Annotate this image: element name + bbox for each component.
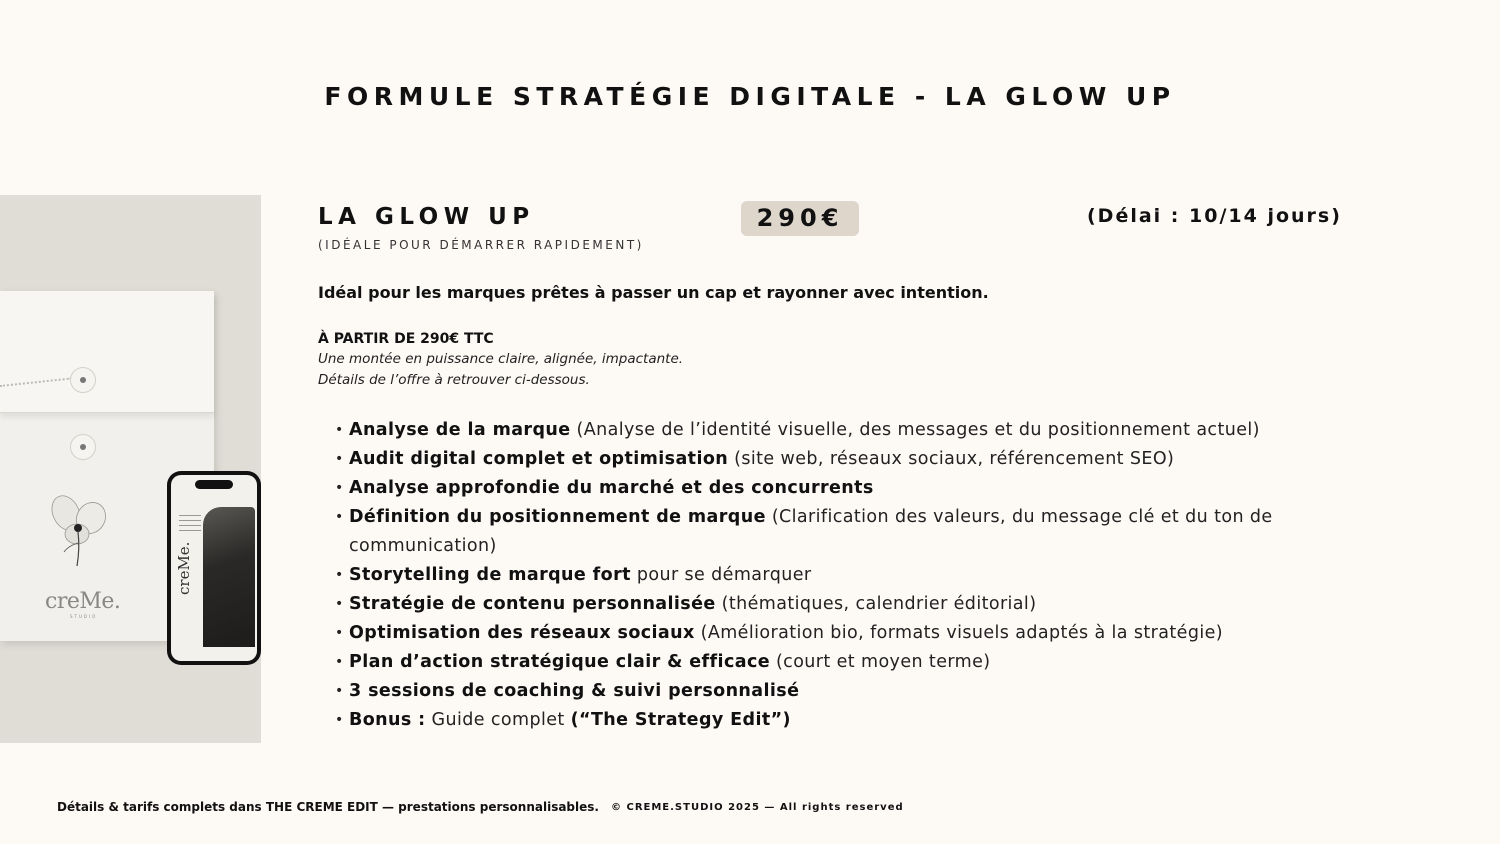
- offer-name: LA GLOW UP: [318, 204, 535, 230]
- footer-note: Détails & tarifs complets dans THE CREME EDIT — prestations personnalisables.: [57, 800, 599, 814]
- price-badge: 290€: [741, 201, 859, 236]
- list-item: • Stratégie de contenu personnalisée (thématiques, calendrier éditorial): [335, 590, 1315, 619]
- list-item: • Bonus : Guide complet (“The Strategy Edit”): [335, 706, 1315, 735]
- offer-subtitle: (IDÉALE POUR DÉMARRER RAPIDEMENT): [318, 238, 644, 252]
- list-item: • Optimisation des réseaux sociaux (Amélioration bio, formats visuels adaptés à la stratégie): [335, 619, 1315, 648]
- envelope-button: [70, 367, 96, 393]
- feature-list: [335, 416, 1315, 735]
- list-item: • Analyse approfondie du marché et des concurrents: [335, 474, 1315, 503]
- phone-logo: creMe.: [175, 541, 193, 595]
- list-item: • Définition du positionnement de marque (Clarification des valeurs, du message clé et du ton de communication): [335, 503, 1315, 561]
- tagline: Détails de l’offre à retrouver ci-dessous.: [318, 372, 590, 388]
- list-item: • Analyse de la marque (Analyse de l’identité visuelle, des messages et du positionnement actuel): [335, 416, 1315, 445]
- phone-screen: [171, 475, 257, 661]
- copyright: © CREME.STUDIO 2025 — All rights reserved: [611, 802, 904, 813]
- starting-price: À PARTIR DE 290€ TTC: [318, 331, 494, 347]
- tagline: Une montée en puissance claire, alignée, impactante.: [318, 351, 684, 367]
- phone-notch: [195, 480, 233, 489]
- list-item: • Audit digital complet et optimisation (site web, réseaux sociaux, référencement SEO): [335, 445, 1315, 474]
- product-photo: [0, 195, 261, 743]
- phone-mockup: [167, 471, 261, 665]
- phone-text-lines: [179, 515, 201, 535]
- brand-logo-sub: STUDIO: [70, 614, 98, 619]
- envelope-button: [70, 434, 96, 460]
- offer-intro: Idéal pour les marques prêtes à passer un cap et rayonner avec intention.: [318, 283, 989, 302]
- delivery-delay: (Délai : 10/14 jours): [1087, 205, 1342, 227]
- list-item: • Storytelling de marque fort pour se démarquer: [335, 561, 1315, 590]
- phone-photo: [203, 507, 255, 647]
- brand-logo: creMe.: [45, 589, 121, 614]
- flower-illustration: [44, 488, 114, 568]
- list-item: • Plan d’action stratégique clair & efficace (court et moyen terme): [335, 648, 1315, 677]
- list-item: • 3 sessions de coaching & suivi personnalisé: [335, 677, 1315, 706]
- envelope-flap: [0, 291, 214, 413]
- page-title: FORMULE STRATÉGIE DIGITALE - LA GLOW UP: [324, 82, 1176, 111]
